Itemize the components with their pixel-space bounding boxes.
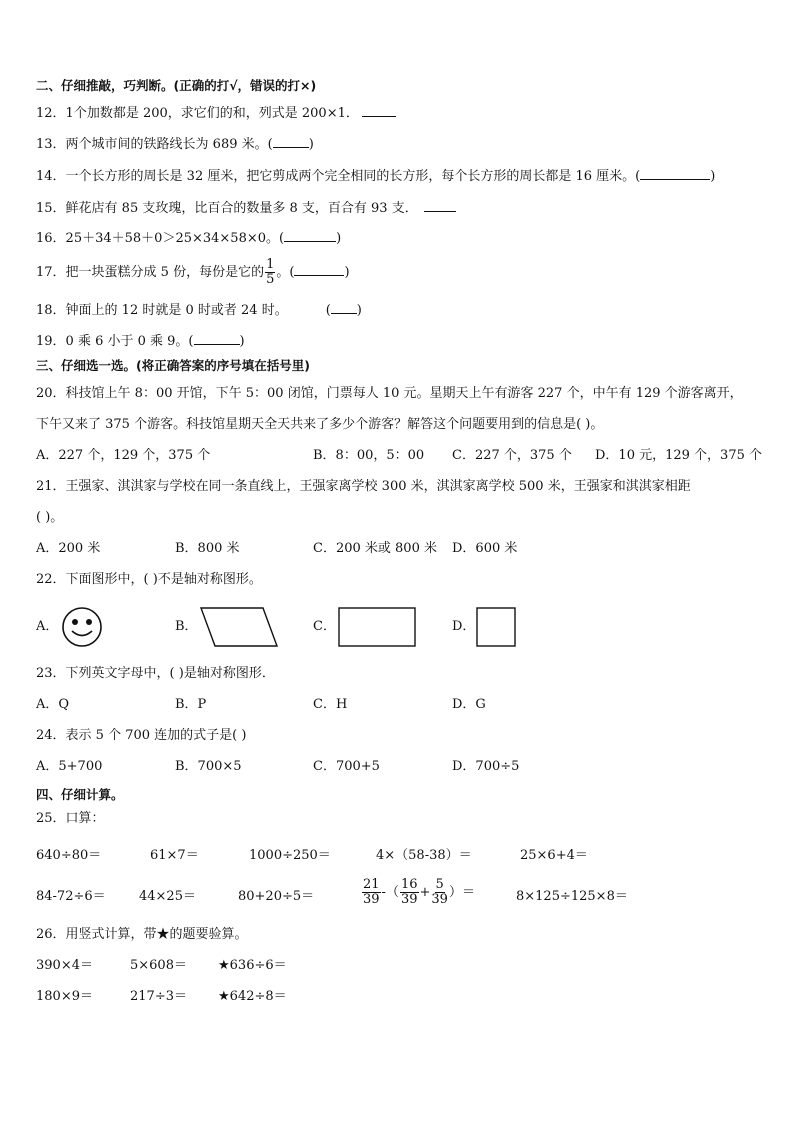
q18-text: 18．钟面上的 12 时就是 0 时或者 24 时。 xyxy=(36,303,288,318)
fraction-21-39 xyxy=(362,878,381,907)
question-26: 26．用竖式计算，带★的题要验算。 xyxy=(36,927,248,942)
close-paren: ) xyxy=(308,137,314,152)
q24-option-b[interactable]: B．700×5 xyxy=(175,759,242,774)
close-paren: ) xyxy=(356,303,362,318)
mental-calc-item: 1000÷250＝ xyxy=(249,848,331,863)
answer-blank[interactable] xyxy=(273,135,309,148)
q13-text: 13．两个城市间的铁路线长为 689 米。( xyxy=(36,137,273,152)
denominator: 39 xyxy=(431,892,448,907)
numerator: 1 xyxy=(266,257,275,272)
mental-calc-item: 61×7＝ xyxy=(150,848,199,863)
question-24: 24．表示 5 个 700 连加的式子是( ) xyxy=(36,728,247,743)
q24-option-a[interactable]: A．5+700 xyxy=(36,759,103,774)
mental-calc-item: 4×（58-38）＝ xyxy=(376,848,472,863)
answer-blank[interactable] xyxy=(640,167,710,180)
question-21-line1: 21．王强家、淇淇家与学校在同一条直线上，王强家离学校 300 米，淇淇家离学校 500 米，王强家和淇淇家相距 xyxy=(36,479,691,494)
answer-blank[interactable] xyxy=(362,104,396,117)
close-paren: ) xyxy=(710,169,716,184)
q19-text: 19．0 乘 6 小于 0 乘 9。( xyxy=(36,334,194,349)
question-23: 23．下列英文字母中，( )是轴对称图形． xyxy=(36,666,275,681)
fraction-16-39 xyxy=(400,878,419,907)
answer-blank[interactable] xyxy=(331,301,357,314)
q24-option-d[interactable]: D．700÷5 xyxy=(452,759,520,774)
vertical-calc-item: 180×9＝ xyxy=(36,989,93,1004)
q21-option-b[interactable]: B．800 米 xyxy=(175,541,240,556)
mental-calc-item: 44×25＝ xyxy=(139,889,196,904)
q22-option-c[interactable]: C． xyxy=(313,619,336,634)
close-paren: ) xyxy=(344,265,350,280)
q20-option-c[interactable]: C．227 个，375 个 xyxy=(452,448,572,463)
q16-text: 16．25＋34＋58＋0＞25×34×58×0。( xyxy=(36,231,285,246)
section2-heading: 二、仔细推敲，巧判断。(正确的打√，错误的打×) xyxy=(36,78,317,93)
question-14 xyxy=(36,167,715,186)
q23-option-d[interactable]: D．G xyxy=(452,697,486,712)
answer-blank[interactable] xyxy=(194,332,240,345)
question-15 xyxy=(36,199,456,218)
numerator: 16 xyxy=(400,877,418,892)
q23-option-a[interactable]: A．Q xyxy=(36,697,70,712)
section4-heading: 四、仔细计算。 xyxy=(36,787,124,802)
denominator: 39 xyxy=(400,892,418,907)
fraction-5-39 xyxy=(431,878,448,907)
smiley-face-icon xyxy=(61,606,103,648)
q17-text: 17．把一块蛋糕分成 5 份，每份是它的 xyxy=(36,265,265,280)
numerator: 21 xyxy=(363,877,380,892)
q24-option-c[interactable]: C．700+5 xyxy=(313,759,380,774)
q22-option-a[interactable]: A． xyxy=(36,619,59,634)
question-20-line2: 下午又来了 375 个游客。科技馆星期天全天共来了多少个游客？解答这个问题要用到的信息是( )。 xyxy=(36,417,604,432)
q21-option-a[interactable]: A．200 米 xyxy=(36,541,101,556)
section3-heading: 三、仔细选一选。(将正确答案的序号填在括号里) xyxy=(36,358,310,373)
fraction-expression xyxy=(361,878,475,907)
question-13 xyxy=(36,135,314,154)
q17-post: 。( xyxy=(276,265,295,280)
vertical-calc-item: ★642÷8＝ xyxy=(218,989,287,1004)
answer-blank[interactable] xyxy=(294,263,344,276)
q23-option-c[interactable]: C．H xyxy=(313,697,348,712)
q22-option-d[interactable]: D． xyxy=(452,619,476,634)
answer-blank[interactable] xyxy=(424,199,456,212)
answer-blank[interactable] xyxy=(284,229,336,242)
fraction-one-fifth xyxy=(265,258,275,287)
question-16 xyxy=(36,229,341,248)
question-22: 22．下面图形中，( )不是轴对称图形。 xyxy=(36,572,262,587)
q12-text: 12．1个加数都是 200，求它们的和，列式是 200×1． xyxy=(36,106,359,121)
close-paren: ) xyxy=(336,231,342,246)
question-18: 18．钟面上的 12 时就是 0 时或者 24 时。 ( ) xyxy=(36,303,362,318)
mental-calc-item: 640÷80＝ xyxy=(36,848,102,863)
vertical-calc-item: 217÷3＝ xyxy=(130,989,187,1004)
square-shape xyxy=(476,606,518,648)
denominator: 39 xyxy=(363,892,380,907)
q21-option-d[interactable]: D．600 米 xyxy=(452,541,518,556)
minus-paren: -（ xyxy=(381,885,399,900)
q15-text: 15．鲜花店有 85 支玫瑰，比百合的数量多 8 支，百合有 93 支． xyxy=(36,201,418,216)
parallelogram-shape xyxy=(199,606,279,648)
rectangle-shape xyxy=(338,606,418,648)
question-20-line1: 20．科技馆上午 8：00 开馆，下午 5：00 闭馆，门票每人 10 元。星期天上午有游客 227 个，中午有 129 个游客离开， xyxy=(36,386,743,401)
mental-calc-item: 80+20÷5＝ xyxy=(238,889,315,904)
q22-option-b[interactable]: B． xyxy=(175,619,198,634)
plus-sign: + xyxy=(419,885,431,900)
q21-option-c[interactable]: C．200 米或 800 米 xyxy=(313,541,437,556)
mental-calc-item: 84-72÷6＝ xyxy=(36,889,106,904)
q23-option-b[interactable]: B．P xyxy=(175,697,207,712)
vertical-calc-item: ★636÷6＝ xyxy=(218,958,287,973)
q14-text: 14．一个长方形的周长是 32 厘米，把它剪成两个完全相同的长方形，每个长方形的周长都是 16 厘米。( xyxy=(36,169,641,184)
numerator: 5 xyxy=(435,877,444,892)
question-21-line2: ( )。 xyxy=(36,510,64,525)
q20-option-b[interactable]: B．8：00，5：00 xyxy=(313,448,425,463)
q20-option-a[interactable]: A．227 个，129 个，375 个 xyxy=(36,448,211,463)
close-equals: ）＝ xyxy=(448,885,475,900)
question-17 xyxy=(36,258,350,288)
question-12 xyxy=(36,104,396,123)
q20-option-d[interactable]: D．10 元，129 个，375 个 xyxy=(595,448,762,463)
denominator: 5 xyxy=(266,272,275,287)
question-25: 25．口算： xyxy=(36,811,105,826)
close-paren: ) xyxy=(239,334,245,349)
mental-calc-item: 8×125÷125×8＝ xyxy=(516,889,628,904)
vertical-calc-item: 5×608＝ xyxy=(130,958,187,973)
mental-calc-item: 25×6+4＝ xyxy=(520,848,588,863)
question-19 xyxy=(36,332,245,351)
vertical-calc-item: 390×4＝ xyxy=(36,958,93,973)
